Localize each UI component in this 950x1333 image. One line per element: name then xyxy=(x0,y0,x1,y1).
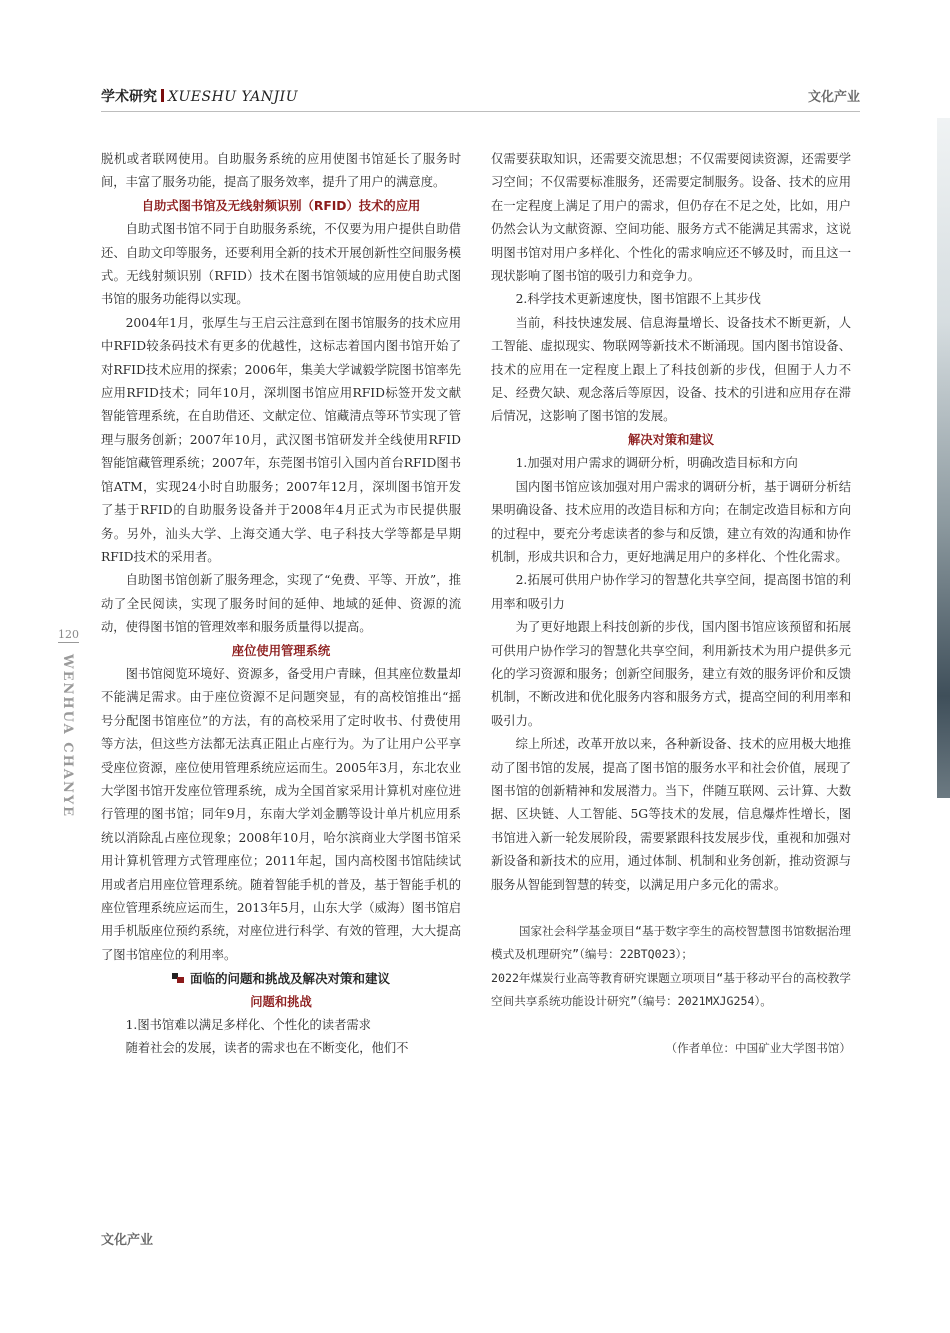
running-header-magazine: 文化产业 xyxy=(807,90,860,105)
section-marker-icon xyxy=(172,973,184,983)
author-affiliation: （作者单位：中国矿业大学图书馆） xyxy=(665,1040,851,1055)
paragraph: 2004年1月，张厚生与王启云注意到在图书馆服务的技术应用中RFID较条码技术有更多的优越性，这标志着国内图书馆开始了对RFID技术应用的探索；2006年，集美大学诚毅学院图书馆率先应用RFID技术；同年10月，深圳图书馆应用RFID标签开发文献智能管理系统，在自助借还、文献定位、馆藏清点等环节实现了管理与服务创新；2007年10月，武汉图书馆研发并全线使用RFID智能馆藏管理系统；2007年，东莞图书馆引入国内首台RFID图书馆ATM，实现24小时自助服务；2007年12月，深圳图书馆开发了基于RFID的自助服务设备并于2008年4月正式为市民提供服务。另外，汕头大学、上海交通大学、电子科技大学等都是早期RFID技术的采用者。 xyxy=(101,315,461,564)
section-heading-text: 面临的问题和挑战及解决对策和建议 xyxy=(189,971,390,987)
left-column xyxy=(101,148,461,1061)
footer-magazine: 文化产业 xyxy=(101,1233,154,1248)
paragraph: 2.拓展可供用户协作学习的智慧化共享空间，提高图书馆的利用率和吸引力 xyxy=(491,573,851,611)
right-column xyxy=(491,148,851,1060)
section-heading xyxy=(101,967,461,990)
paragraph: 自助图书馆创新了服务理念，实现了“免费、平等、开放”，推动了全民阅读，实现了服务时间的延伸、地域的延伸、资源的流动，使得图书馆的管理效率和服务质量得以提高。 xyxy=(101,573,461,635)
header-rule xyxy=(101,111,860,112)
page-number: 120 xyxy=(58,628,79,641)
section-title-cn: 学术研究 xyxy=(101,89,157,105)
section-title-en: XUESHU YANJIU xyxy=(168,89,298,105)
paragraph: 1.图书馆难以满足多样化、个性化的读者需求 xyxy=(125,1018,371,1033)
vertical-magazine-title: WENHUA CHANYE xyxy=(60,654,75,819)
subheading-solutions: 解决对策和建议 xyxy=(627,432,715,447)
paragraph: 1.加强对用户需求的调研分析，明确改造目标和方向 xyxy=(515,456,798,471)
funding-item: 国家社会科学基金项目“基于数字孪生的高校智慧图书馆数据治理模式及机理研究”（编号：22BTQ023）； xyxy=(491,924,851,962)
side-image-strip xyxy=(937,118,950,798)
paragraph: 自助式图书馆不同于自助服务系统，不仅要为用户提供自助借还、自助文印等服务，还要利用全新的技术开展创新性空间服务模式。无线射频识别（RFID）技术在图书馆领域的应用使自助式图书馆的服务功能得以实现。 xyxy=(101,222,461,307)
subheading-rfid: 自助式图书馆及无线射频识别（RFID）技术的应用 xyxy=(141,198,421,213)
subheading-seat-management: 座位使用管理系统 xyxy=(231,643,331,658)
paragraph: 综上所述，改革开放以来，各种新设备、技术的应用极大地推动了图书馆的发展，提高了图书馆的服务水平和社会价值，展现了图书馆的创新精神和发展潜力。当下，伴随互联网、云计算、大数据、区块链、人工智能、5G等技术的发展，信息爆炸性增长，图书馆进入新一轮发展阶段，需要紧跟科技发展步伐，重视和加强对新设备和新技术的应用，通过体制、机制和业务创新，推动资源与服务从智能到智慧的转变，以满足用户多元化的需求。 xyxy=(491,737,851,892)
running-header-section xyxy=(101,86,298,106)
paragraph: 图书馆阅览环境好、资源多，备受用户青睐，但其座位数量却不能满足需求。由于座位资源不足问题突显，有的高校馆推出“摇号分配图书馆座位”的方法，有的高校采用了定时收书、付费使用等方法，但这些方法都无法真正阻止占座行为。为了让用户公平享受座位资源，座位使用管理系统应运而生。2005年3月，东北农业大学图书馆开发座位管理系统，成为全国首家采用计算机对座位进行管理的图书馆；同年9月，东南大学刘金鹏等设计单片机应用系统以消除乱占座位现象；2008年10月，哈尔滨商业大学图书馆采用计算机管理方式管理座位；2011年起，国内高校图书馆陆续试用或者启用座位管理系统。随着智能手机的普及，基于智能手机的座位管理系统应运而生，2013年5月，山东大学（威海）图书馆启用手机版座位预约系统，对座位进行科学、有效的管理，大大提高了图书馆座位的利用率。 xyxy=(101,666,461,962)
subheading-problems: 问题和挑战 xyxy=(250,994,312,1009)
paragraph: 脱机或者联网使用。自助服务系统的应用使图书馆延长了服务时间，丰富了服务功能，提高了服务效率，提升了用户的满意度。 xyxy=(101,152,461,190)
header-divider xyxy=(161,89,164,102)
funding-item: 2022年煤炭行业高等教育研究课题立项项目“基于移动平台的高校教学空间共享系统功能设计研究”（编号：2021MXJG254）。 xyxy=(491,970,851,1009)
paragraph: 仅需要获取知识，还需要交流思想；不仅需要阅读资源，还需要学习空间；不仅需要标准服务，还需要定制服务。设备、技术的应用在一定程度上满足了用户的需求，但仍存在不足之处，比如，用户仍然会认为文献资源、空间功能、服务方式不能满足其需求，这说明图书馆对用户多样化、个性化的需求响应还不够及时，而且这一现状影响了图书馆的吸引力和竞争力。 xyxy=(491,152,851,284)
paragraph: 2.科学技术更新速度快，图书馆跟不上其步伐 xyxy=(515,292,761,307)
paragraph: 国内图书馆应该加强对用户需求的调研分析，基于调研分析结果明确设备、技术应用的改造目标和方向；在制定改造目标和方向的过程中，要充分考虑读者的参与和反馈，建立有效的沟通和协作机制，形成共识和合力，更好地满足用户的多样化、个性化需求。 xyxy=(491,479,851,564)
paragraph: 随着社会的发展，读者的需求也在不断变化，他们不 xyxy=(125,1041,409,1056)
funding-note xyxy=(491,920,851,1014)
paragraph: 为了更好地跟上科技创新的步伐，国内图书馆应该预留和拓展可供用户协作学习的智慧化共享空间，利用新技术为用户提供多元化的学习资源和服务；创新空间服务，建立有效的服务评价和反馈机制，不断改进和优化服务内容和服务方式，提高空间的利用率和吸引力。 xyxy=(491,620,851,728)
paragraph: 当前，科技快速发展、信息海量增长、设备技术不断更新，人工智能、虚拟现实、物联网等新技术不断涌现。国内图书馆设备、技术的应用在一定程度上跟上了科技创新的步伐，但囿于人力不足、经费欠缺、观念落后等原因，设备、技术的引进和应用存在滞后情况，这影响了图书馆的发展。 xyxy=(491,315,851,424)
